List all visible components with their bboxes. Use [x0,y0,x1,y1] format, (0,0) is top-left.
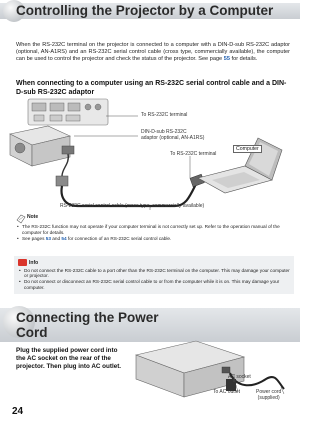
info-section [14,256,294,294]
warning-icon [18,259,27,266]
note-section [16,216,292,241]
note-text: See pages [22,235,46,241]
page-number: 24 [12,406,24,417]
page-title: Controlling the Projector by a Computer [16,3,274,18]
label-adaptor-line1: DIN-D-sub RS-232C [141,129,187,135]
label-power-cord [256,389,281,401]
note-item [22,236,292,242]
intro-paragraph [16,42,290,63]
note-text: and [50,235,62,241]
page-link[interactable]: 54 [61,235,67,241]
intro-text: When the RS-232C terminal on the projector is connected to a computer with a DIN-D-sub RS-232C adaptor (optional, AN-A1RS) and an RS-232C serial control cable (cross type, commercially available), the computer can be used to control the projector and check the status of the projector. See page [16,42,290,62]
label-ac-outlet: To AC outlet [213,389,240,395]
label-power-cord-line1: Power cord [256,389,282,395]
power-instructions: Plug the supplied power cord into the AC socket on the rear of the projector. Then plug into AC outlet. [16,347,122,370]
intro-text-end: for details. [229,56,258,62]
info-item: • Do not connect the RS-232C cable to a port other than the RS-232C terminal on the computer. This may damage your computer or projector. [24,268,290,280]
note-item: • The RS-232C function may not operate if your computer terminal is not correctly set up. Refer to the operation manual of the computer for details. [22,224,292,236]
section-title-line2: Cord [16,325,48,340]
label-rs232c-terminal: To RS-232C terminal [141,112,188,118]
projector-illustration [10,126,70,166]
label-adaptor-line2: adaptor (optional, AN-A1RS) [141,135,205,141]
page-link[interactable]: 53 [45,235,51,241]
section-title-line1: Connecting the Power [16,310,159,325]
note-label: Note [27,214,39,220]
note-text: for connection of an RS-232C serial control cable. [66,235,172,241]
info-item: • Do not connect or disconnect an RS-232C serial control cable to or from the computer while it is on. This may damage your computer. [24,279,290,291]
rear-panel-inset [28,99,108,125]
label-computer: Computer [233,145,262,153]
info-label: Info [29,259,39,266]
subheading: When connecting to a computer using an RS-232C serial control cable and a DIN-D-sub RS-232C adaptor [16,80,287,96]
label-power-cord-line2: (supplied) [257,395,280,401]
info-header [18,259,290,267]
label-ac-socket: AC socket [228,374,251,380]
label-serial-cable: RS-232C serial control cable (cross type, commercially available) [60,203,205,209]
section-header [0,0,300,22]
label-rs232c-terminal-2: To RS-232C terminal [170,151,217,157]
page-link[interactable]: 55 [223,56,230,62]
